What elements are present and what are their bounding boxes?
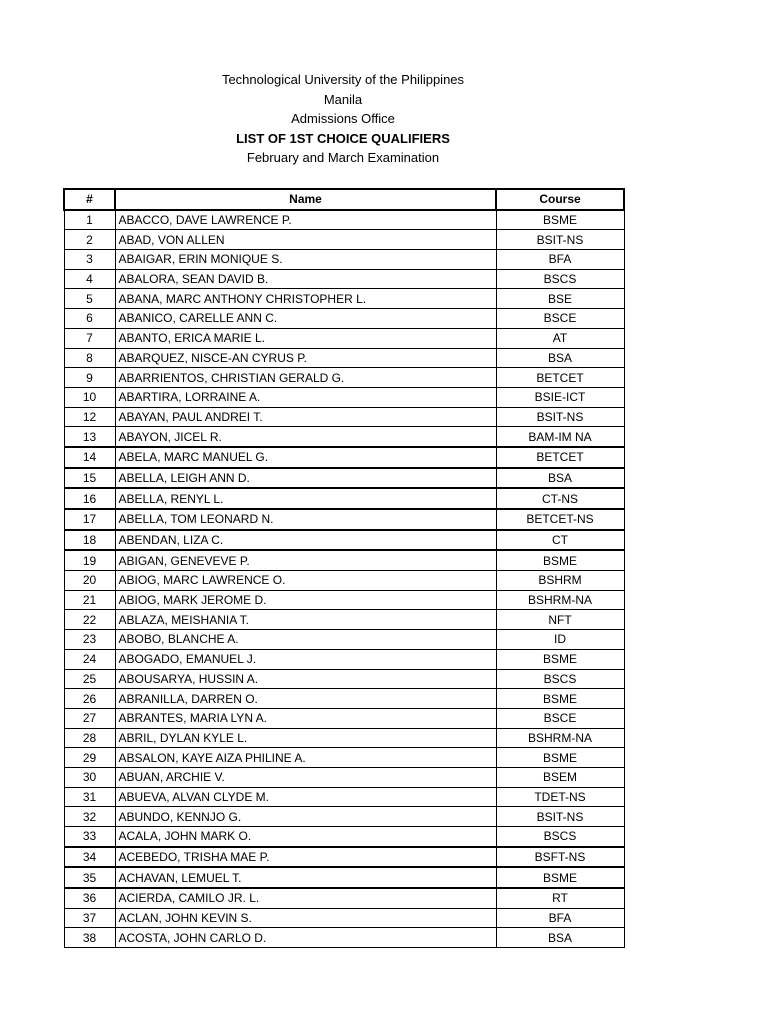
row-name: ABELLA, LEIGH ANN D. (115, 468, 496, 489)
row-number: 30 (64, 767, 115, 787)
table-row (64, 728, 624, 748)
row-course: BSCE (496, 309, 624, 329)
row-name: ABENDAN, LIZA C. (115, 530, 496, 551)
row-name: ABANICO, CARELLE ANN C. (115, 309, 496, 329)
row-number: 21 (64, 590, 115, 610)
table-row (64, 250, 624, 270)
table-row (64, 767, 624, 787)
row-course: BSHRM-NA (496, 728, 624, 748)
office-name: Admissions Office (291, 111, 395, 127)
row-name: ABUEVA, ALVAN CLYDE M. (115, 787, 496, 807)
column-header-name: Name (115, 189, 496, 210)
qualifiers-table (63, 188, 625, 948)
column-header-course: Course (496, 189, 624, 210)
row-name: ABUNDO, KENNJO G. (115, 807, 496, 827)
table-row (64, 210, 624, 230)
row-name: ACHAVAN, LEMUEL T. (115, 867, 496, 888)
row-number: 7 (64, 328, 115, 348)
table-row (64, 571, 624, 591)
row-name: ABARTIRA, LORRAINE A. (115, 387, 496, 407)
row-course: BSIT-NS (496, 230, 624, 250)
row-course: BFA (496, 908, 624, 928)
table-row (64, 908, 624, 928)
row-number: 33 (64, 827, 115, 847)
row-course: BETCET (496, 447, 624, 468)
row-name: ABRIL, DYLAN KYLE L. (115, 728, 496, 748)
row-number: 1 (64, 210, 115, 230)
row-name: ACOSTA, JOHN CARLO D. (115, 928, 496, 948)
row-name: ABAD, VON ALLEN (115, 230, 496, 250)
exam-title: February and March Examination (246, 150, 440, 166)
row-number: 23 (64, 630, 115, 650)
row-name: ACALA, JOHN MARK O. (115, 827, 496, 847)
campus-name: Manila (323, 91, 363, 107)
row-name: ABIOG, MARK JEROME D. (115, 590, 496, 610)
row-name: ABSALON, KAYE AIZA PHILINE A. (115, 748, 496, 768)
row-number: 20 (64, 571, 115, 591)
table-row (64, 530, 624, 551)
row-name: ABIOG, MARC LAWRENCE O. (115, 571, 496, 591)
row-course: BSCE (496, 708, 624, 728)
row-name: ABAYON, JICEL R. (115, 427, 496, 447)
table-row (64, 708, 624, 728)
row-number: 2 (64, 230, 115, 250)
row-course: BSA (496, 928, 624, 948)
row-number: 13 (64, 427, 115, 447)
table-row (64, 269, 624, 289)
row-number: 34 (64, 847, 115, 868)
row-number: 5 (64, 289, 115, 309)
row-course: BSME (496, 210, 624, 230)
table-row (64, 847, 624, 868)
row-name: ABLAZA, MEISHANIA T. (115, 610, 496, 630)
row-number: 8 (64, 348, 115, 368)
table-row (64, 649, 624, 669)
row-course: BSA (496, 348, 624, 368)
row-course: BSFT-NS (496, 847, 624, 868)
row-number: 36 (64, 888, 115, 908)
table-row (64, 928, 624, 948)
table-row (64, 888, 624, 908)
row-course: BFA (496, 250, 624, 270)
row-name: ABAYAN, PAUL ANDREI T. (115, 407, 496, 427)
table-row (64, 447, 624, 468)
table-row (64, 509, 624, 530)
row-name: ACLAN, JOHN KEVIN S. (115, 908, 496, 928)
row-name: ABELLA, TOM LEONARD N. (115, 509, 496, 530)
row-name: ABUAN, ARCHIE V. (115, 767, 496, 787)
table-row (64, 289, 624, 309)
row-number: 24 (64, 649, 115, 669)
row-name: ABANTO, ERICA MARIE L. (115, 328, 496, 348)
table-row (64, 328, 624, 348)
table-row (64, 748, 624, 768)
row-number: 15 (64, 468, 115, 489)
row-name: ABARQUEZ, NISCE-AN CYRUS P. (115, 348, 496, 368)
row-name: ABELA, MARC MANUEL G. (115, 447, 496, 468)
table-row (64, 407, 624, 427)
table-body (64, 210, 624, 948)
row-number: 35 (64, 867, 115, 888)
university-name: Technological University of the Philippines (221, 72, 465, 87)
row-number: 26 (64, 689, 115, 709)
row-number: 10 (64, 387, 115, 407)
table-row (64, 590, 624, 610)
row-number: 12 (64, 407, 115, 427)
row-course: BSME (496, 748, 624, 768)
row-number: 3 (64, 250, 115, 270)
row-course: NFT (496, 610, 624, 630)
document-header (0, 70, 686, 168)
row-course: BETCET (496, 368, 624, 388)
table-row (64, 827, 624, 847)
table-row (64, 867, 624, 888)
row-number: 9 (64, 368, 115, 388)
row-course: ID (496, 630, 624, 650)
table-row (64, 368, 624, 388)
row-name: ABIGAN, GENEVEVE P. (115, 550, 496, 570)
table-row (64, 669, 624, 689)
row-number: 29 (64, 748, 115, 768)
table-row (64, 387, 624, 407)
row-name: ACEBEDO, TRISHA MAE P. (115, 847, 496, 868)
row-name: ACIERDA, CAMILO JR. L. (115, 888, 496, 908)
column-header-number: # (64, 189, 115, 210)
table-row (64, 787, 624, 807)
row-course: BSCS (496, 669, 624, 689)
row-course: BSIT-NS (496, 407, 624, 427)
row-number: 17 (64, 509, 115, 530)
row-course: CT-NS (496, 488, 624, 509)
row-course: BSA (496, 468, 624, 489)
row-name: ABOUSARYA, HUSSIN A. (115, 669, 496, 689)
row-course: BSME (496, 689, 624, 709)
row-course: BSEM (496, 767, 624, 787)
row-name: ABARRIENTOS, CHRISTIAN GERALD G. (115, 368, 496, 388)
table-row (64, 309, 624, 329)
table-row (64, 610, 624, 630)
list-title: LIST OF 1ST CHOICE QUALIFIERS (236, 130, 450, 146)
row-course: BSME (496, 550, 624, 570)
table-row (64, 348, 624, 368)
row-number: 28 (64, 728, 115, 748)
table-row (64, 807, 624, 827)
row-course: TDET-NS (496, 787, 624, 807)
row-number: 37 (64, 908, 115, 928)
row-course: BSCS (496, 269, 624, 289)
row-name: ABOGADO, EMANUEL J. (115, 649, 496, 669)
table-row (64, 550, 624, 570)
row-course: BSME (496, 867, 624, 888)
row-name: ABALORA, SEAN DAVID B. (115, 269, 496, 289)
row-number: 32 (64, 807, 115, 827)
row-course: BSE (496, 289, 624, 309)
row-name: ABOBO, BLANCHE A. (115, 630, 496, 650)
row-course: BSIT-NS (496, 807, 624, 827)
row-course: BETCET-NS (496, 509, 624, 530)
row-number: 31 (64, 787, 115, 807)
row-number: 6 (64, 309, 115, 329)
row-course: BSIE-ICT (496, 387, 624, 407)
table-row (64, 488, 624, 509)
row-course: BAM-IM NA (496, 427, 624, 447)
row-number: 27 (64, 708, 115, 728)
row-name: ABANA, MARC ANTHONY CHRISTOPHER L. (115, 289, 496, 309)
row-name: ABRANILLA, DARREN O. (115, 689, 496, 709)
row-course: BSCS (496, 827, 624, 847)
row-name: ABAIGAR, ERIN MONIQUE S. (115, 250, 496, 270)
table-row (64, 630, 624, 650)
row-number: 25 (64, 669, 115, 689)
row-course: AT (496, 328, 624, 348)
row-course: BSHRM (496, 571, 624, 591)
row-number: 4 (64, 269, 115, 289)
row-course: BSHRM-NA (496, 590, 624, 610)
table-header-row (64, 189, 624, 210)
table-row (64, 427, 624, 447)
row-number: 14 (64, 447, 115, 468)
table-row (64, 689, 624, 709)
row-number: 38 (64, 928, 115, 948)
row-number: 19 (64, 550, 115, 570)
row-course: RT (496, 888, 624, 908)
row-course: BSME (496, 649, 624, 669)
row-number: 18 (64, 530, 115, 551)
row-number: 16 (64, 488, 115, 509)
row-name: ABACCO, DAVE LAWRENCE P. (115, 210, 496, 230)
row-course: CT (496, 530, 624, 551)
table-row (64, 230, 624, 250)
row-name: ABRANTES, MARIA LYN A. (115, 708, 496, 728)
table-row (64, 468, 624, 489)
row-number: 22 (64, 610, 115, 630)
row-name: ABELLA, RENYL L. (115, 488, 496, 509)
